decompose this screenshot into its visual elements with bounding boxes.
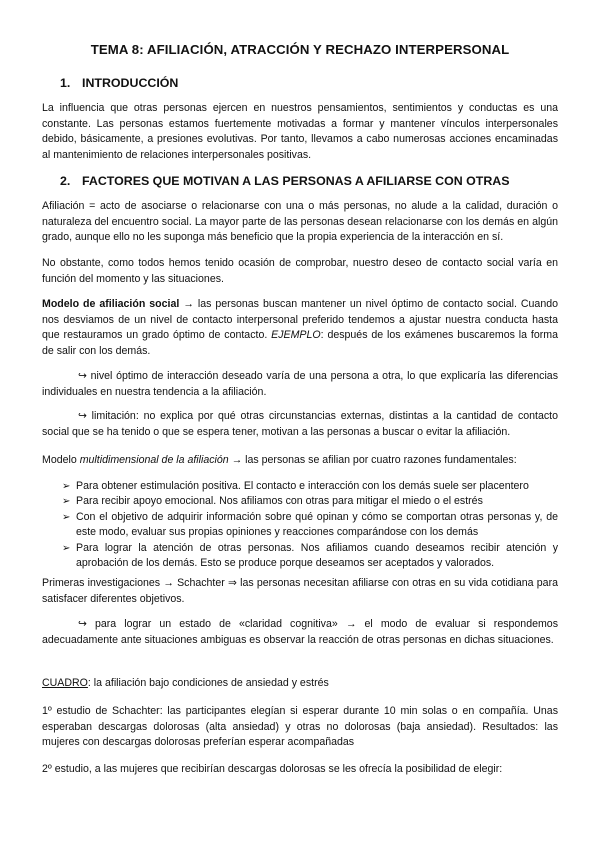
reasons-list (42, 479, 558, 571)
model-rest: → las personas se afilian por cuatro razones fundamentales: (228, 454, 517, 466)
arrow-bullet-icon: ➢ (62, 496, 71, 508)
social-affiliation-model-paragraph (42, 297, 558, 359)
list-item (42, 510, 558, 541)
limitation-note: ↪ limitación: no explica por qué otras circunstancias externas, distintas a la cantidad de contacto social que se ha tenido o que se espera tener, motivan a las personas a buscar o evitar la afiliación. (42, 410, 558, 438)
section-heading-factores (60, 174, 510, 188)
list-item (42, 479, 558, 494)
list-item (42, 541, 558, 572)
arrow-bullet-icon: ➢ (62, 511, 71, 523)
model-prefix: Modelo (42, 454, 80, 466)
box-caption-text: : la afiliación bajo condiciones de ansiedad y estrés (87, 677, 329, 689)
contact-variation-paragraph: No obstante, como todos hemos tenido ocasión de comprobar, nuestro deseo de contacto social varía en función del momento y las situaciones. (42, 257, 558, 285)
box-label: CUADRO (42, 677, 88, 689)
section-title: FACTORES QUE MOTIVAN A LAS PERSONAS A AFILIARSE CON OTRAS (82, 174, 510, 188)
model-term: Modelo de afiliación social (42, 298, 180, 310)
section-number: 2. (60, 174, 71, 188)
model-name: multidimensional de la afiliación (79, 454, 229, 466)
section-title: INTRODUCCIÓN (82, 76, 179, 90)
cognitive-clarity-note: ↪ para lograr un estado de «claridad cognitiva» → el modo de evaluar si respondemos adecuadamente ante situaciones ambiguas es observar la reacción de otras personas en dichas situaciones. (42, 618, 558, 646)
section-number: 1. (60, 76, 71, 90)
list-item-text: Para obtener estimulación positiva. El contacto e interacción con los demás suele ser placentero (76, 480, 529, 492)
box-caption (42, 676, 558, 692)
list-item-text: Para recibir apoyo emocional. Nos afiliamos con otras para mitigar el miedo o el estrés (76, 495, 483, 508)
example-label: EJEMPLO (271, 329, 321, 342)
multidimensional-model-paragraph (42, 453, 558, 469)
model-description: → las personas buscan mantener un nivel óptimo de contacto social. Cuando nos desviamos de un nivel de contacto interpersonal preferido tendemos a ajustar nuestra conducta hasta que restauramos un grado óptimo de contacto. (42, 298, 559, 342)
list-item-text: Con el objetivo de adquirir información sobre qué opinan y cómo se comportan otras personas y, de este modo, evaluar sus propias opiniones y reacciones comparándose con los demás (76, 510, 558, 539)
list-item-text: Para lograr la atención de otras personas. Nos afiliamos cuando deseamos recibir atención y aprobación de los demás. Esto se produce porque deseamos ser aceptados y valorados. (76, 541, 558, 570)
arrow-bullet-icon: ➢ (62, 542, 71, 554)
afiliacion-definition-paragraph: Afiliación = acto de asociarse o relacionarse con una o más personas, no alude a la calidad, duración o naturaleza del encuentro social. La mayor parte de las personas desean relacionarse con los demás en algún grado, aunque ello no les suponga más beneficio que la propia experiencia de la interacción en sí. (42, 200, 558, 244)
section-heading-introduccion (60, 76, 178, 90)
arrow-bullet-icon: ➢ (62, 481, 71, 492)
second-study-paragraph: 2º estudio, a las mujeres que recibirían descargas dolorosas se les ofrecía la posibilidad de elegir: (42, 763, 503, 775)
schachter-paragraph: Primeras investigaciones → Schachter ⇒ las personas necesitan afiliarse con otras en su vida cotidiana para satisfacer diferentes objetivos. (42, 577, 558, 605)
example-text: : después de los exámenes buscaremos la forma de salir con los demás. (42, 329, 559, 357)
intro-paragraph: La influencia que otras personas ejercen en nuestros pensamientos, sentimientos y conductas es una constante. Las personas estamos fuertemente motivadas a formar y mantener vínculos interpersonales debido, básicamente, a presiones evolutivas. Por tanto, llevamos a cabo numerosas acciones encaminadas al mantenimiento de relaciones interpersonales positivas. (42, 102, 558, 161)
document-title: TEMA 8: AFILIACIÓN, ATRACCIÓN Y RECHAZO INTERPERSONAL (90, 42, 510, 57)
first-study-paragraph: 1º estudio de Schachter: las participantes elegían si esperar durante 10 min solas o en compañía. Unas esperaban descargas dolorosas (alta ansiedad) y otras no dolorosas (baja ansiedad). Resultados: las mujeres con descargas dolorosas preferían esperar acompañadas (42, 705, 558, 749)
list-item (42, 494, 558, 509)
optimal-level-note: ↪ nivel óptimo de interacción deseado varía de una persona a otra, lo que explicaría las diferencias individuales en nuestra tendencia a la afiliación. (42, 370, 558, 398)
